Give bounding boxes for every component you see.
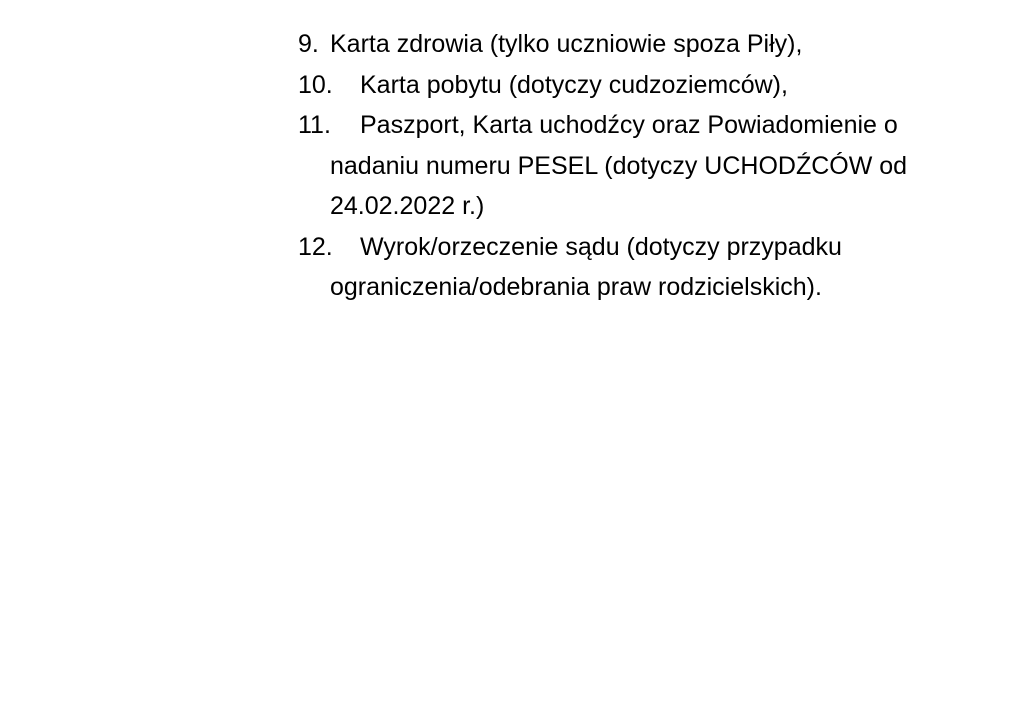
list-item-number: 9. xyxy=(298,30,319,58)
list-item-number: 10. xyxy=(298,70,333,99)
document-list xyxy=(298,24,998,308)
list-item-text: Paszport, Karta uchodźcy oraz Powiadomienie o xyxy=(360,111,898,139)
list-item-number: 11. xyxy=(298,111,331,139)
list-item xyxy=(298,105,998,227)
list-item xyxy=(298,65,998,106)
list-item-text-continued: ograniczenia/odebrania praw rodzicielskich). xyxy=(330,273,822,301)
list-item-number: 12. xyxy=(298,232,333,261)
list-item-text: Karta zdrowia (tylko uczniowie spoza Piły), xyxy=(330,30,803,58)
list-item xyxy=(298,24,998,65)
list-item xyxy=(298,227,998,308)
list-item-text-continued: nadaniu numeru PESEL (dotyczy UCHODŹCÓW od xyxy=(330,151,908,180)
list-item-text: Wyrok/orzeczenie sądu (dotyczy przypadku xyxy=(360,232,842,261)
list-item-text-continued: 24.02.2022 r.) xyxy=(330,192,485,220)
list-item-text: Karta pobytu (dotyczy cudzoziemców), xyxy=(360,70,788,99)
